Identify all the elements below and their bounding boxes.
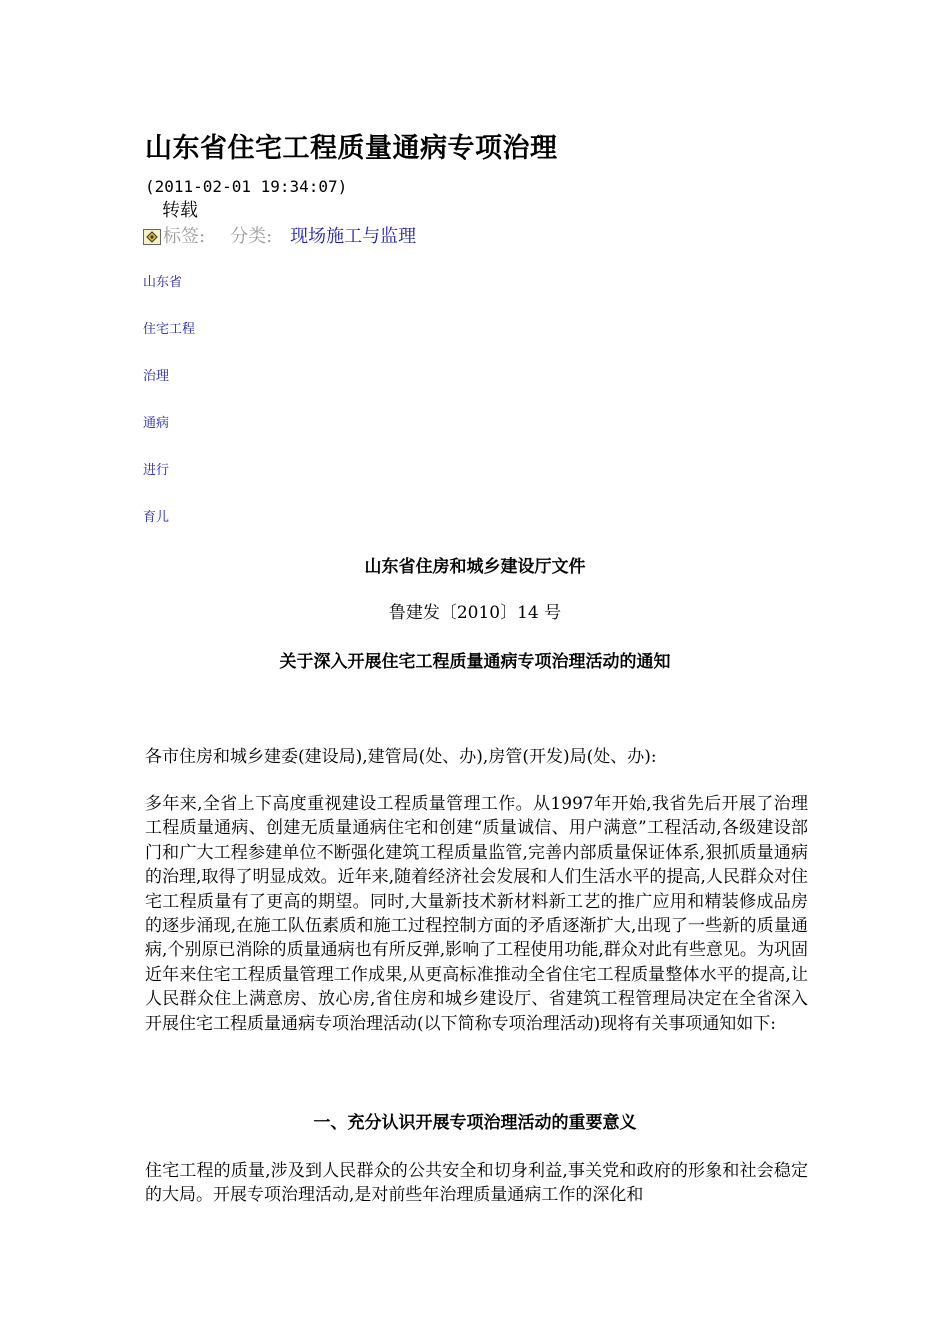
document-number: 鲁建发〔2010〕14 号: [388, 603, 562, 623]
tag-link[interactable]: 治理: [143, 369, 170, 384]
tag-list: [143, 274, 195, 556]
tag-link[interactable]: 育儿: [143, 510, 170, 525]
tag-item: [143, 509, 195, 556]
body-paragraph: 多年来,全省上下高度重视建设工程质量管理工作。从1997年开始,我省先后开展了治理工程质量通病、创建无质量通病住宅和创建“质量诚信、用户满意”工程活动,各级建设部门和广大工程参建单位不断强化建筑工程质量监管,完善内部质量保证体系,狠抓质量通病的治理,取得了明显成效。近年来,随着经济社会发展和人们生活水平的提高,人民群众对住宅工程质量有了更高的期望。同时,大量新技术新材料新工艺的推广应用和精装修成品房的逐步涌现,在施工队伍素质和施工过程控制方面的矛盾逐渐扩大,出现了一些新的质量通病,个别原已消除的质量通病也有所反弹,影响了工程使用功能,群众对此有些意见。为巩固近年来住宅工程质量管理工作成果,从更高标准推动全省住宅工程质量整体水平的提高,让人民群众住上满意房、放心房,省住房和城乡建设厅、省建筑工程管理局决定在全省深入开展住宅工程质量通病专项治理活动(以下简称专项治理活动)现将有关事项通知如下:: [145, 794, 808, 1034]
post-timestamp: (2011-02-01 19:34:07): [145, 177, 348, 196]
category-label: 分类:: [230, 226, 273, 247]
category-link[interactable]: 现场施工与监理: [290, 226, 417, 247]
section-heading: 一、充分认识开展专项治理活动的重要意义: [313, 1113, 637, 1133]
document-title: 关于深入开展住宅工程质量通病专项治理活动的通知: [279, 652, 671, 672]
tag-link[interactable]: 通病: [143, 416, 170, 431]
tag-icon: [143, 229, 161, 245]
tag-link[interactable]: 住宅工程: [143, 322, 196, 337]
tag-item: [143, 462, 195, 509]
tag-item: [143, 274, 195, 321]
tag-label: 标签:: [163, 226, 206, 247]
tag-link[interactable]: 进行: [143, 463, 170, 478]
tag-link[interactable]: 山东省: [143, 275, 183, 290]
repost-label: 转载: [162, 200, 198, 221]
body-paragraph: 住宅工程的质量,涉及到人民群众的公共安全和切身利益,事关党和政府的形象和社会稳定的大局。开展专项治理活动,是对前些年治理质量通病工作的深化和: [145, 1161, 808, 1206]
tag-item: [143, 415, 195, 462]
post-title: 山东省住宅工程质量通病专项治理: [145, 133, 558, 164]
tag-item: [143, 368, 195, 415]
post-meta-row: [143, 224, 416, 250]
document-issuer: 山东省住房和城乡建设厅文件: [364, 557, 586, 577]
tag-item: [143, 321, 195, 368]
document-addressee: 各市住房和城乡建委(建设局),建管局(处、办),房管(开发)局(处、办):: [145, 747, 657, 767]
